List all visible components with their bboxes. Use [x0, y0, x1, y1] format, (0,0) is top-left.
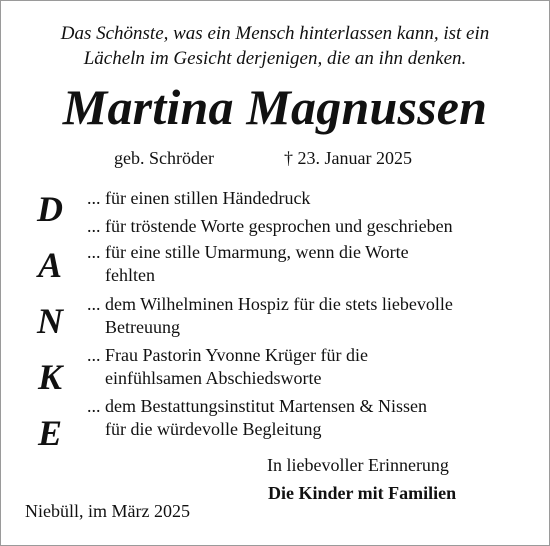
danke-letter-e: E: [37, 413, 62, 453]
thanks-item-continuation: Betreuung: [105, 317, 180, 337]
danke-letter-a: A: [37, 245, 62, 285]
deceased-name: Martina Magnussen: [62, 79, 488, 135]
memory-line: In liebevoller Erinnerung: [267, 455, 449, 475]
danke-letter-n: N: [37, 301, 63, 341]
danke-letters: [27, 181, 73, 461]
thanks-item-line: ... für einen stillen Händedruck: [87, 188, 311, 208]
thanks-item-hospice: [87, 293, 453, 339]
death-date: † 23. Januar 2025: [284, 148, 412, 168]
thanks-item-continuation: fehlten: [105, 265, 155, 285]
thanks-item-words: [87, 215, 453, 238]
thanks-item-line: ... dem Bestattungsinstitut Martensen & Nissen: [87, 396, 427, 416]
thanks-item-embrace: [87, 241, 409, 287]
thanks-item-line: ... dem Wilhelminen Hospiz für die stets liebevolle: [87, 294, 453, 314]
quote-line-2: Lächeln im Gesicht derjenigen, die an ihn denken.: [83, 48, 467, 69]
thanks-item-line: ... für eine stille Umarmung, wenn die Worte: [87, 242, 409, 262]
thanks-item-continuation: einfühlsamen Abschiedsworte: [105, 368, 322, 388]
thanks-item-line: ... Frau Pastorin Yvonne Krüger für die: [87, 345, 368, 365]
thanks-item-line: ... für tröstende Worte gesprochen und geschrieben: [87, 216, 453, 236]
place-date: Niebüll, im März 2025: [25, 501, 190, 521]
thanks-item-handshake: [87, 187, 310, 210]
birth-name: geb. Schröder: [114, 148, 214, 168]
quote-line-1: Das Schönste, was ein Mensch hinterlassen kann, ist ein: [60, 23, 490, 44]
thanks-item-funeral-home: [87, 395, 427, 441]
memorial-quote: [1, 21, 549, 71]
thanks-item-pastor: [87, 344, 368, 390]
danke-letter-d: D: [37, 189, 63, 229]
thanks-item-continuation: für die würdevolle Begleitung: [105, 419, 322, 439]
danke-letter-k: K: [37, 357, 62, 397]
signature: Die Kinder mit Familien: [268, 483, 457, 503]
